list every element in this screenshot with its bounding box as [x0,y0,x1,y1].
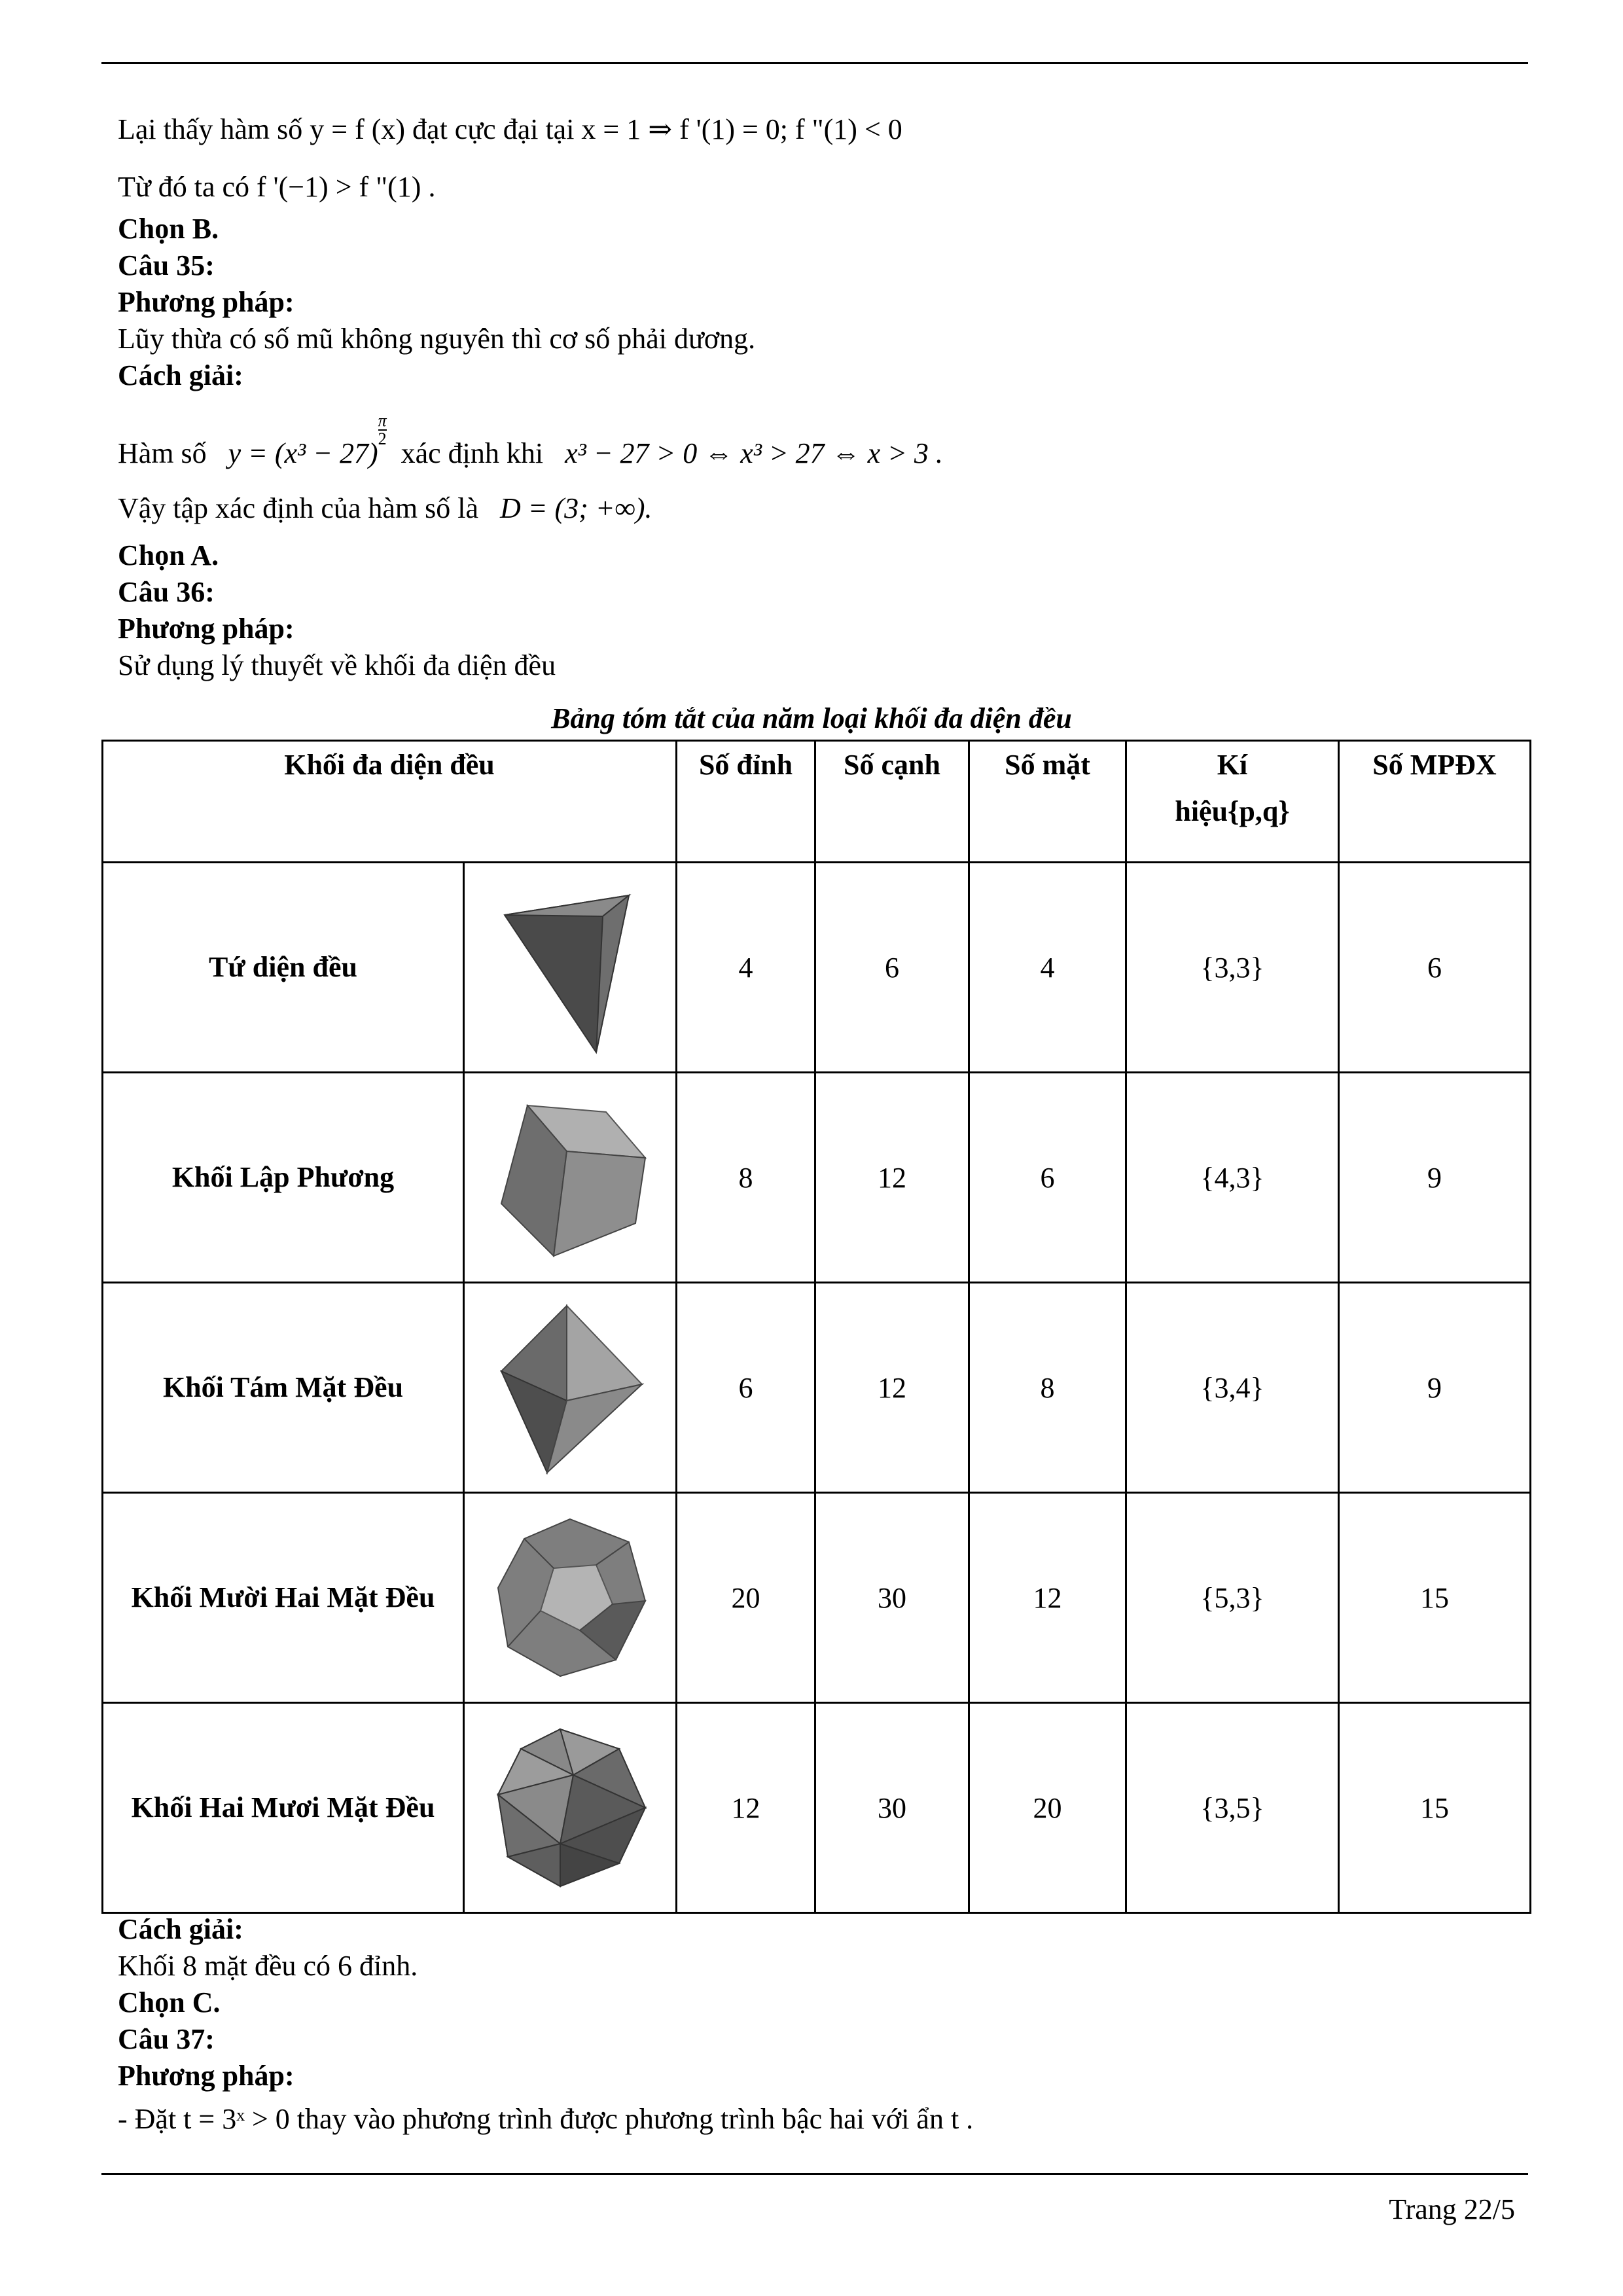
row-vertices: 4 [677,863,815,1073]
formula-35-condition: x³ − 27 > 0 ⇔ x³ > 27 ⇔ x > 3 . [565,437,943,469]
row-symbol: {3,4} [1126,1283,1339,1493]
page-body [118,111,1525,684]
row-faces: 4 [969,863,1126,1073]
table-caption: Bảng tóm tắt của năm loại khối đa diện đều [551,702,1072,734]
row-name: Khối Tám Mặt Đều [103,1283,464,1493]
row-vertices: 8 [677,1073,815,1283]
row-symbol: {5,3} [1126,1493,1339,1703]
row-edges: 6 [815,863,969,1073]
row-faces: 8 [969,1283,1126,1493]
row-vertices: 12 [677,1703,815,1913]
row-name: Khối Hai Mươi Mặt Đều [103,1703,464,1913]
page-number: Trang 22/5 [1389,2193,1515,2225]
solution-text-36: Khối 8 mặt đều có 6 đỉnh. [118,1950,418,1982]
table-row [103,863,1531,1073]
header-symbol-line1: Kí [1217,749,1248,781]
header-vertices: Số đỉnh [677,741,815,863]
row-symbol: {4,3} [1126,1073,1339,1283]
table-row [103,1073,1531,1283]
table-row [103,1493,1531,1703]
dodecahedron-image [464,1493,677,1703]
row-planes: 9 [1339,1283,1531,1493]
octahedron-image [464,1283,677,1493]
question-35-heading: Câu 35: [118,249,215,281]
row-edges: 30 [815,1703,969,1913]
text-line-f-max: Lại thấy hàm số y = f (x) đạt cực đại tại x = 1 ⇒ f '(1) = 0; f "(1) < 0 [118,113,902,145]
domain-prefix: Vậy tập xác định của hàm số là [118,492,479,524]
table-header-row [103,741,1531,863]
header-solid: Khối đa diện đều [103,741,677,863]
table-row [103,1703,1531,1913]
formula-35-exp-num: π [378,411,387,430]
table-row [103,1283,1531,1493]
question-36-heading: Câu 36: [118,576,215,608]
header-faces: Số mặt [969,741,1126,863]
question-37-heading: Câu 37: [118,2023,215,2055]
solution-heading-35: Cách giải: [118,359,243,391]
row-planes: 6 [1339,863,1531,1073]
header-planes: Số MPĐX [1339,741,1531,863]
answer-b: Chọn B. [118,213,219,245]
domain-value: D = (3; +∞). [500,492,652,524]
row-name: Khối Mười Hai Mặt Đều [103,1493,464,1703]
row-edges: 12 [815,1073,969,1283]
row-faces: 6 [969,1073,1126,1283]
row-planes: 15 [1339,1493,1531,1703]
method-heading-36: Phương pháp: [118,613,294,645]
header-edges: Số cạnh [815,741,969,863]
method-text-37: - Đặt t = 3ˣ > 0 thay vào phương trình được phương trình bậc hai với ẩn t . [118,2103,974,2135]
footer-rule [101,2173,1528,2175]
answer-a: Chọn A. [118,539,219,571]
icosahedron-image [464,1703,677,1913]
method-heading-37: Phương pháp: [118,2060,294,2092]
text-line-compare: Từ đó ta có f '(−1) > f "(1) . [118,171,436,203]
page-body-bottom [118,1911,1525,2138]
row-name: Khối Lập Phương [103,1073,464,1283]
formula-35-exp-den: 2 [378,429,387,448]
row-vertices: 20 [677,1493,815,1703]
header-symbol [1126,741,1339,863]
row-vertices: 6 [677,1283,815,1493]
method-text-36: Sử dụng lý thuyết về khối đa diện đều [118,649,556,681]
tetrahedron-image [464,863,677,1073]
row-name: Tứ diện đều [103,863,464,1073]
answer-c: Chọn C. [118,1986,221,2018]
row-faces: 12 [969,1493,1126,1703]
header-symbol-line2: hiệu{p,q} [1175,795,1290,827]
row-edges: 30 [815,1493,969,1703]
formula-35 [118,412,1525,472]
cube-image [464,1073,677,1283]
row-symbol: {3,5} [1126,1703,1339,1913]
row-symbol: {3,3} [1126,863,1339,1073]
row-planes: 9 [1339,1073,1531,1283]
polyhedra-table [101,740,1531,1914]
method-heading-35: Phương pháp: [118,286,294,318]
solution-heading-36: Cách giải: [118,1913,243,1945]
row-faces: 20 [969,1703,1126,1913]
row-planes: 15 [1339,1703,1531,1913]
header-rule [101,62,1528,64]
row-edges: 12 [815,1283,969,1493]
domain-line [118,490,1525,527]
formula-35-middle: xác định khi [401,437,544,469]
formula-35-base: y = (x³ − 27) [228,437,378,469]
formula-35-prefix: Hàm số [118,437,207,469]
method-text-35: Lũy thừa có số mũ không nguyên thì cơ số phải dương. [118,323,756,355]
